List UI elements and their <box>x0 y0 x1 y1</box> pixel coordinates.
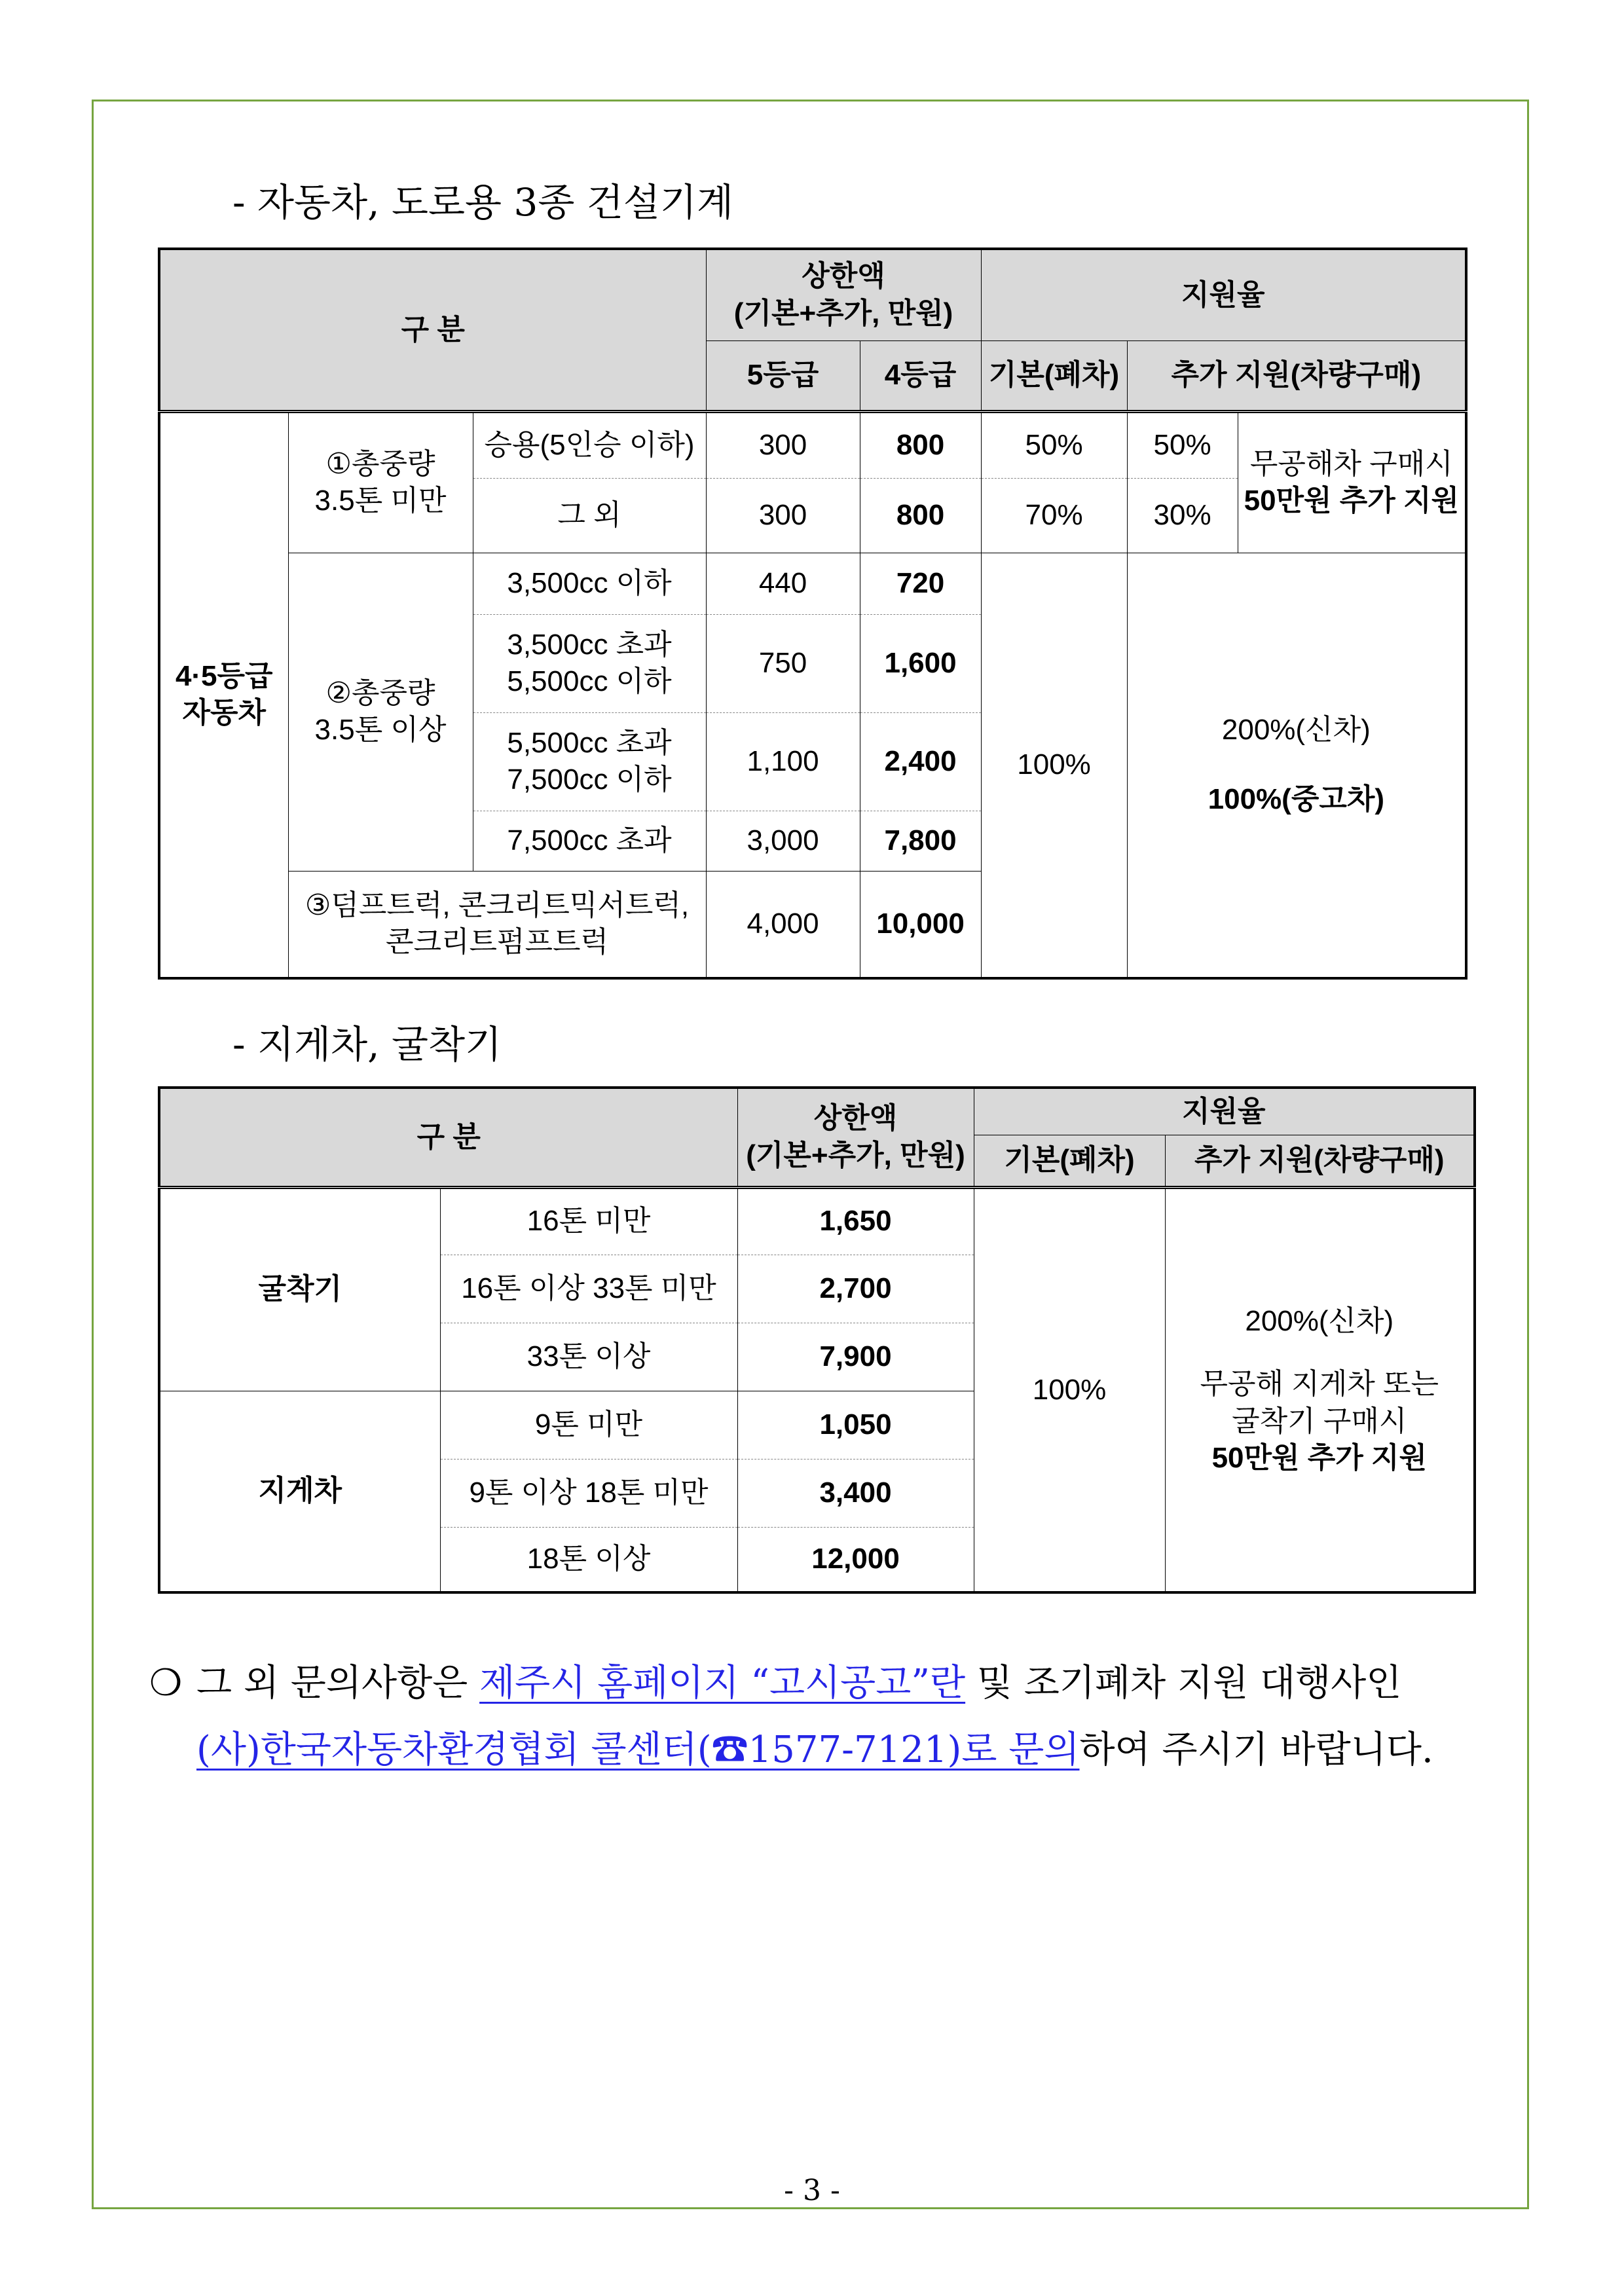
page-number: - 3 - <box>784 2174 840 2207</box>
spec-cell-trucks: ③덤프트럭, 콘크리트믹서트럭, 콘크리트펌프트럭 <box>288 871 706 978</box>
header-rate: 지원율 <box>974 1088 1475 1135</box>
header-rate: 지원율 <box>981 249 1466 340</box>
grade5-value: 440 <box>706 553 860 614</box>
grade4-value: 7,800 <box>860 811 981 871</box>
spec-cell: 16톤 미만 <box>440 1187 737 1255</box>
extra-rate: 30% <box>1127 478 1238 553</box>
limit-value: 3,400 <box>737 1459 974 1527</box>
excavator-label: 굴착기 <box>159 1187 440 1391</box>
bullet-icon: ❍ <box>149 1662 183 1704</box>
spec-cell: 그 외 <box>473 478 706 553</box>
spec-cell: 3,500cc 초과 5,500cc 이하 <box>473 614 706 712</box>
grade4-value: 800 <box>860 478 981 553</box>
limit-value: 2,700 <box>737 1255 974 1323</box>
header-extra: 추가 지원(차량구매) <box>1165 1135 1475 1187</box>
grade5-value: 300 <box>706 411 860 478</box>
basic-rate: 70% <box>981 478 1127 553</box>
spec-cell: 16톤 이상 33톤 미만 <box>440 1255 737 1323</box>
spec-cell: 승용(5인승 이하) <box>473 411 706 478</box>
grade4-value: 2,400 <box>860 712 981 811</box>
limit-value: 1,650 <box>737 1187 974 1255</box>
limit-value: 1,050 <box>737 1391 974 1459</box>
grade5-value: 300 <box>706 478 860 553</box>
subgroup-over-3-5t: ②총중량 3.5톤 이상 <box>288 553 473 871</box>
zero-emission-note: 무공해차 구매시 50만원 추가 지원 <box>1238 411 1466 553</box>
spec-cell: 5,500cc 초과 7,500cc 이하 <box>473 712 706 811</box>
header-category: 구 분 <box>159 1088 737 1187</box>
grade4-value: 720 <box>860 553 981 614</box>
spec-cell: 7,500cc 초과 <box>473 811 706 871</box>
header-extra: 추가 지원(차량구매) <box>1127 340 1466 411</box>
vehicle-support-table <box>158 248 1467 980</box>
grade5-value: 3,000 <box>706 811 860 871</box>
limit-value: 7,900 <box>737 1323 974 1391</box>
header-limit: 상한액 (기본+추가, 만원) <box>706 249 981 340</box>
extra-rate-merged: 200%(신차) 100%(중고차) <box>1208 713 1384 816</box>
header-grade5: 5등급 <box>706 340 860 411</box>
call-center-link[interactable]: (사)한국자동차환경협회 콜센터(☎1577-7121)로 문의 <box>196 1729 1080 1772</box>
extra-rate: 50% <box>1127 411 1238 478</box>
basic-rate-merged: 100% <box>981 553 1127 978</box>
subgroup-under-3-5t: ①총중량 3.5톤 미만 <box>288 411 473 553</box>
spec-cell: 33톤 이상 <box>440 1323 737 1391</box>
header-basic: 기본(폐차) <box>981 340 1127 411</box>
header-limit: 상한액 (기본+추가, 만원) <box>737 1088 974 1187</box>
header-grade4: 4등급 <box>860 340 981 411</box>
grade5-value: 1,100 <box>706 712 860 811</box>
machinery-support-table <box>158 1086 1476 1594</box>
header-category: 구 분 <box>159 249 706 411</box>
header-basic: 기본(폐차) <box>974 1135 1165 1187</box>
inquiry-notice: ❍ 그 외 문의사항은 제주시 홈페이지 “고시공고”란 및 조기폐차 지원 대행사인 (사)한국자동차환경협회 콜센터(☎1577-7121)로 문의하여 주시기 바랍니다. <box>196 1650 1467 1784</box>
spec-cell: 3,500cc 이하 <box>473 553 706 614</box>
basic-rate-merged: 100% <box>974 1187 1165 1592</box>
basic-rate: 50% <box>981 411 1127 478</box>
limit-value: 12,000 <box>737 1527 974 1592</box>
spec-cell: 9톤 이상 18톤 미만 <box>440 1459 737 1527</box>
grade4-value: 10,000 <box>860 871 981 978</box>
forklift-label: 지게차 <box>159 1391 440 1592</box>
grade4-value: 800 <box>860 411 981 478</box>
spec-cell: 9톤 미만 <box>440 1391 737 1459</box>
grade4-value: 1,600 <box>860 614 981 712</box>
section2-heading: - 지게차, 굴착기 <box>232 1022 502 1067</box>
grade5-value: 4,000 <box>706 871 860 978</box>
jeju-homepage-link[interactable]: 제주시 홈페이지 “고시공고”란 <box>479 1662 966 1704</box>
spec-cell: 18톤 이상 <box>440 1527 737 1592</box>
extra-rate-merged: 200%(신차) 무공해 지게차 또는 굴착기 구매시 50만원 추가 지원 <box>1200 1305 1439 1475</box>
group-45-grade: 4·5등급 자동차 <box>159 411 288 978</box>
section1-heading: - 자동차, 도로용 3종 건설기계 <box>232 180 733 225</box>
grade5-value: 750 <box>706 614 860 712</box>
